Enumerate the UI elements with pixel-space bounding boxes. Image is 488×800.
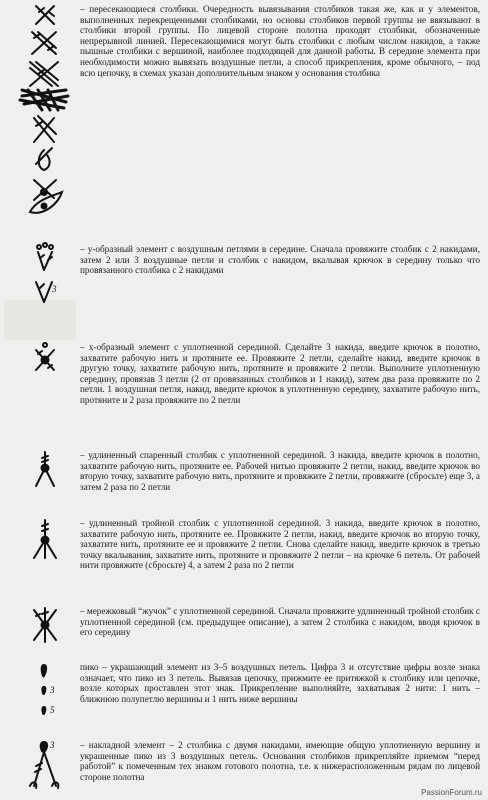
picot-symbols <box>8 662 74 718</box>
entry-x-shaped-text: – х-образный элемент с уплотненной серединой. Сделайте 3 накида, введите крючок в полотно, захватите рабочую нить и протяните ее. Провяжите 2 петли, сделайте накид, введите крючок в другую точку, захватите рабочую нить, протяните и провяжите 2 петли. Выполните уплотненную середину, провязав 3 петли (2 от провязанных столбиков и 1 накид), затем два раза провяжите по 2 петли. 1 воздушная петля, накид, введите крючок в уплотненную середину, захватите рабочую нить, протяните и 2 раза провяжите по 2 петли <box>80 342 480 405</box>
double-elongated-symbols <box>8 450 74 490</box>
overlay-symbols <box>8 740 74 792</box>
x-shaped-icon <box>8 342 74 376</box>
y-shaped-symbols <box>8 244 74 308</box>
x-shaped-symbols <box>8 342 74 376</box>
triple-elongated-icon <box>8 518 74 562</box>
picot-icon <box>8 662 74 718</box>
picot-3-label: 3 <box>50 685 55 695</box>
overlay-icon <box>8 740 74 792</box>
y-shaped-icon <box>8 244 74 308</box>
beetle-icon <box>8 606 74 646</box>
entry-triple-elongated-text: – удлиненный тройной столбик с уплотненной серединой. 3 накида, введите крючок в полотно, захватите рабочую нить, протяните ее. Провяжите 2 петли, накид, введите крючок во вторую точку, захватите нить, протяните ее и провяжите 2 петли. Снова сделайте накид, введите крючок в третью точку вкалывания, захватите нить, протяните и провяжите 2 петли – на крючке 6 петель. От рабочей нити провяжите (сбросьте) 4, а затем 2 раза по 2 петли <box>80 518 480 571</box>
footer-watermark: PassionForum.ru <box>421 788 482 797</box>
y-count-label: 3 <box>52 284 57 294</box>
entry-y-shaped-text: – у-образный элемент с воздушным петлями в середине. Сначала провяжите столбик с 2 накидами, затем 2 или 3 воздушные петли и столбик с накидом, вкалывая крючок в середину только что провязанного столбика с 2 накидами <box>80 244 480 276</box>
entry-crossed-text: – пересекающиеся столбики. Очередность вывязывания столбиков такая же, как и у элементов, выполненных перекрещенными столбиками, но основы столбиков первой группы не ввязывают в столбики второй группы. По лицевой стороне полотна проходят столбики, обозначенные непрерывной линией. Пересекающимися могут быть столбики с любым числом накидов, а также пышные столбики с вершиной, наиболее подходящей для данной работы. В середине элемента при необходимости можно вывязать воздушные петли, а способ прикрепления, кроме обычного, – под всю цепочку, в схемах указан дополнительным знаком у основания столбика <box>80 4 480 78</box>
picot-5-label: 5 <box>50 705 55 715</box>
entry-beetle-text: – мережковый “жучок” с уплотненной серединой. Сначала провяжите удлиненный тройной столбик с уплотненной серединой (см. предыдущее описание), а затем 2 столбика с накидом, вводя крючок в его середину <box>80 606 480 638</box>
entry-overlay-text: – накладной элемент – 2 столбика с двумя накидами, имеющие общую уплотненную вершину и украшенные пико из 3 воздушных петель. Основания столбиков прикрепляйте приемом “перед работой” к помеченным тех знаком готового полотна, т.е. к нижерасположенным рядам по лицевой стороне полотна <box>80 740 480 782</box>
double-elongated-icon <box>8 450 74 490</box>
crossed-stitch-icon <box>8 4 74 219</box>
entry-double-elongated-text: – удлиненный спаренный столбик с уплотненной серединой. 3 накида, введите крючок в полотно, захватите рабочую нить, протяните ее. Рабочей нитью провяжите 2 петли, накид, введите крючок во вторую точку, захватите рабочую нить, протяните и провяжите 2 петли, провяжите (сбросьте) еще 3, а затем 2 раза по 2 петли <box>80 450 480 492</box>
triple-elongated-symbols <box>8 518 74 562</box>
entry-picot-text: пико – украшающий элемент из 3–5 воздушных петель. Цифра 3 и отсутствие цифры возле знака означает, что пико из 3 петель. Вывязав цепочку, прижмите ее притяжкой к столбику или цепочке, возле которых проставлен этот знак. Прикрепление выполняйте, захватывая 2 нити: 1 нить – ближнюю полупетлю вершины и 1 нить ниже вершины <box>80 662 480 704</box>
overlay-3-label: 3 <box>50 740 55 750</box>
crossed-stitch-symbols <box>8 4 74 219</box>
beetle-symbols <box>8 606 74 646</box>
